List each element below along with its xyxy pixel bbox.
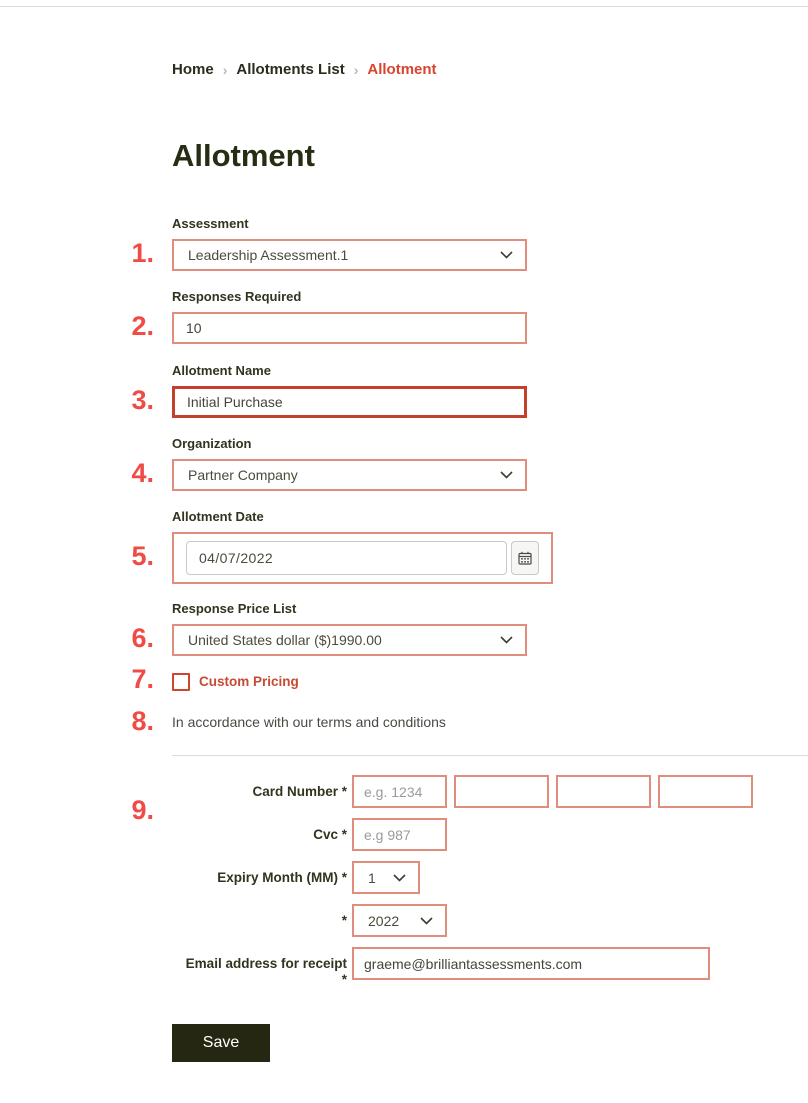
card-number-input-3[interactable]	[556, 775, 651, 808]
allotment-form	[131, 216, 808, 1062]
breadcrumb-separator-icon: ›	[353, 61, 359, 78]
breadcrumb-home[interactable]: Home	[172, 61, 214, 78]
step-number-3: 3.	[131, 385, 154, 415]
chevron-down-icon	[500, 471, 513, 479]
chevron-down-icon	[500, 636, 513, 644]
step-number-8: 8.	[131, 706, 154, 736]
step-number-2: 2.	[131, 311, 154, 341]
assessment-select-value: Leadership Assessment.1	[188, 247, 349, 263]
cvc-row	[172, 818, 808, 851]
assessment-field	[131, 216, 527, 271]
payment-section-divider	[172, 755, 808, 756]
expiry-year-label: *	[341, 913, 347, 928]
responses-required-input[interactable]	[172, 312, 527, 344]
calendar-button[interactable]	[511, 541, 539, 575]
card-number-label: Card Number *	[252, 784, 347, 799]
chevron-down-icon	[500, 251, 513, 259]
allotment-name-label: Allotment Name	[172, 363, 271, 378]
cvc-label: Cvc *	[313, 827, 347, 842]
email-receipt-label-line1: Email address for receipt	[185, 956, 347, 971]
organization-label: Organization	[172, 436, 252, 451]
card-number-input-2[interactable]	[454, 775, 549, 808]
breadcrumb-separator-icon: ›	[222, 61, 228, 78]
breadcrumb-allotments-list[interactable]: Allotments List	[236, 61, 345, 78]
allotment-name-input[interactable]	[172, 386, 527, 418]
terms-note-field	[131, 706, 572, 736]
allotment-name-field	[131, 363, 527, 418]
assessment-label: Assessment	[172, 216, 249, 231]
date-picker-wrapper	[172, 532, 553, 584]
allotment-date-input[interactable]	[186, 541, 507, 575]
card-number-input-4[interactable]	[658, 775, 753, 808]
response-price-list-label: Response Price List	[172, 601, 297, 616]
response-price-list-field	[131, 601, 527, 656]
organization-select-value: Partner Company	[188, 467, 298, 483]
allotment-date-label: Allotment Date	[172, 509, 264, 524]
expiry-month-select[interactable]	[352, 861, 420, 894]
step-number-1: 1.	[131, 238, 154, 268]
payment-section	[131, 775, 808, 988]
expiry-month-row	[172, 861, 808, 894]
card-number-row	[172, 775, 808, 808]
save-button[interactable]: Save	[172, 1024, 270, 1062]
cvc-input[interactable]	[352, 818, 447, 851]
step-number-5: 5.	[131, 541, 154, 571]
calendar-icon	[518, 551, 532, 565]
chevron-down-icon	[393, 874, 406, 882]
email-receipt-label	[172, 947, 347, 988]
card-number-input-1[interactable]	[352, 775, 447, 808]
response-price-list-select[interactable]	[172, 624, 527, 656]
response-price-list-select-value: United States dollar ($)1990.00	[188, 632, 382, 648]
main-content	[131, 0, 808, 1062]
breadcrumb	[172, 61, 808, 78]
breadcrumb-current: Allotment	[367, 61, 437, 78]
custom-pricing-checkbox[interactable]	[172, 673, 190, 691]
email-receipt-input[interactable]	[352, 947, 710, 980]
organization-field	[131, 436, 527, 491]
email-receipt-required-mark: *	[341, 972, 347, 987]
terms-note-text: In accordance with our terms and conditions	[172, 714, 446, 730]
expiry-year-select[interactable]	[352, 904, 447, 937]
email-receipt-row	[172, 947, 808, 988]
expiry-month-label: Expiry Month (MM) *	[217, 870, 347, 885]
responses-required-field	[131, 289, 527, 344]
custom-pricing-label: Custom Pricing	[199, 674, 299, 689]
organization-select[interactable]	[172, 459, 527, 491]
responses-required-label: Responses Required	[172, 289, 302, 304]
expiry-year-value: 2022	[368, 912, 400, 929]
custom-pricing-field	[131, 664, 527, 694]
allotment-date-field	[131, 509, 527, 584]
step-number-4: 4.	[131, 458, 154, 488]
step-number-6: 6.	[131, 623, 154, 653]
chevron-down-icon	[420, 917, 433, 925]
step-number-9: 9.	[131, 795, 154, 825]
assessment-select[interactable]	[172, 239, 527, 271]
expiry-month-value: 1	[368, 869, 376, 886]
step-number-7: 7.	[131, 664, 154, 694]
page-title: Allotment	[172, 138, 315, 173]
expiry-year-row	[172, 904, 808, 937]
